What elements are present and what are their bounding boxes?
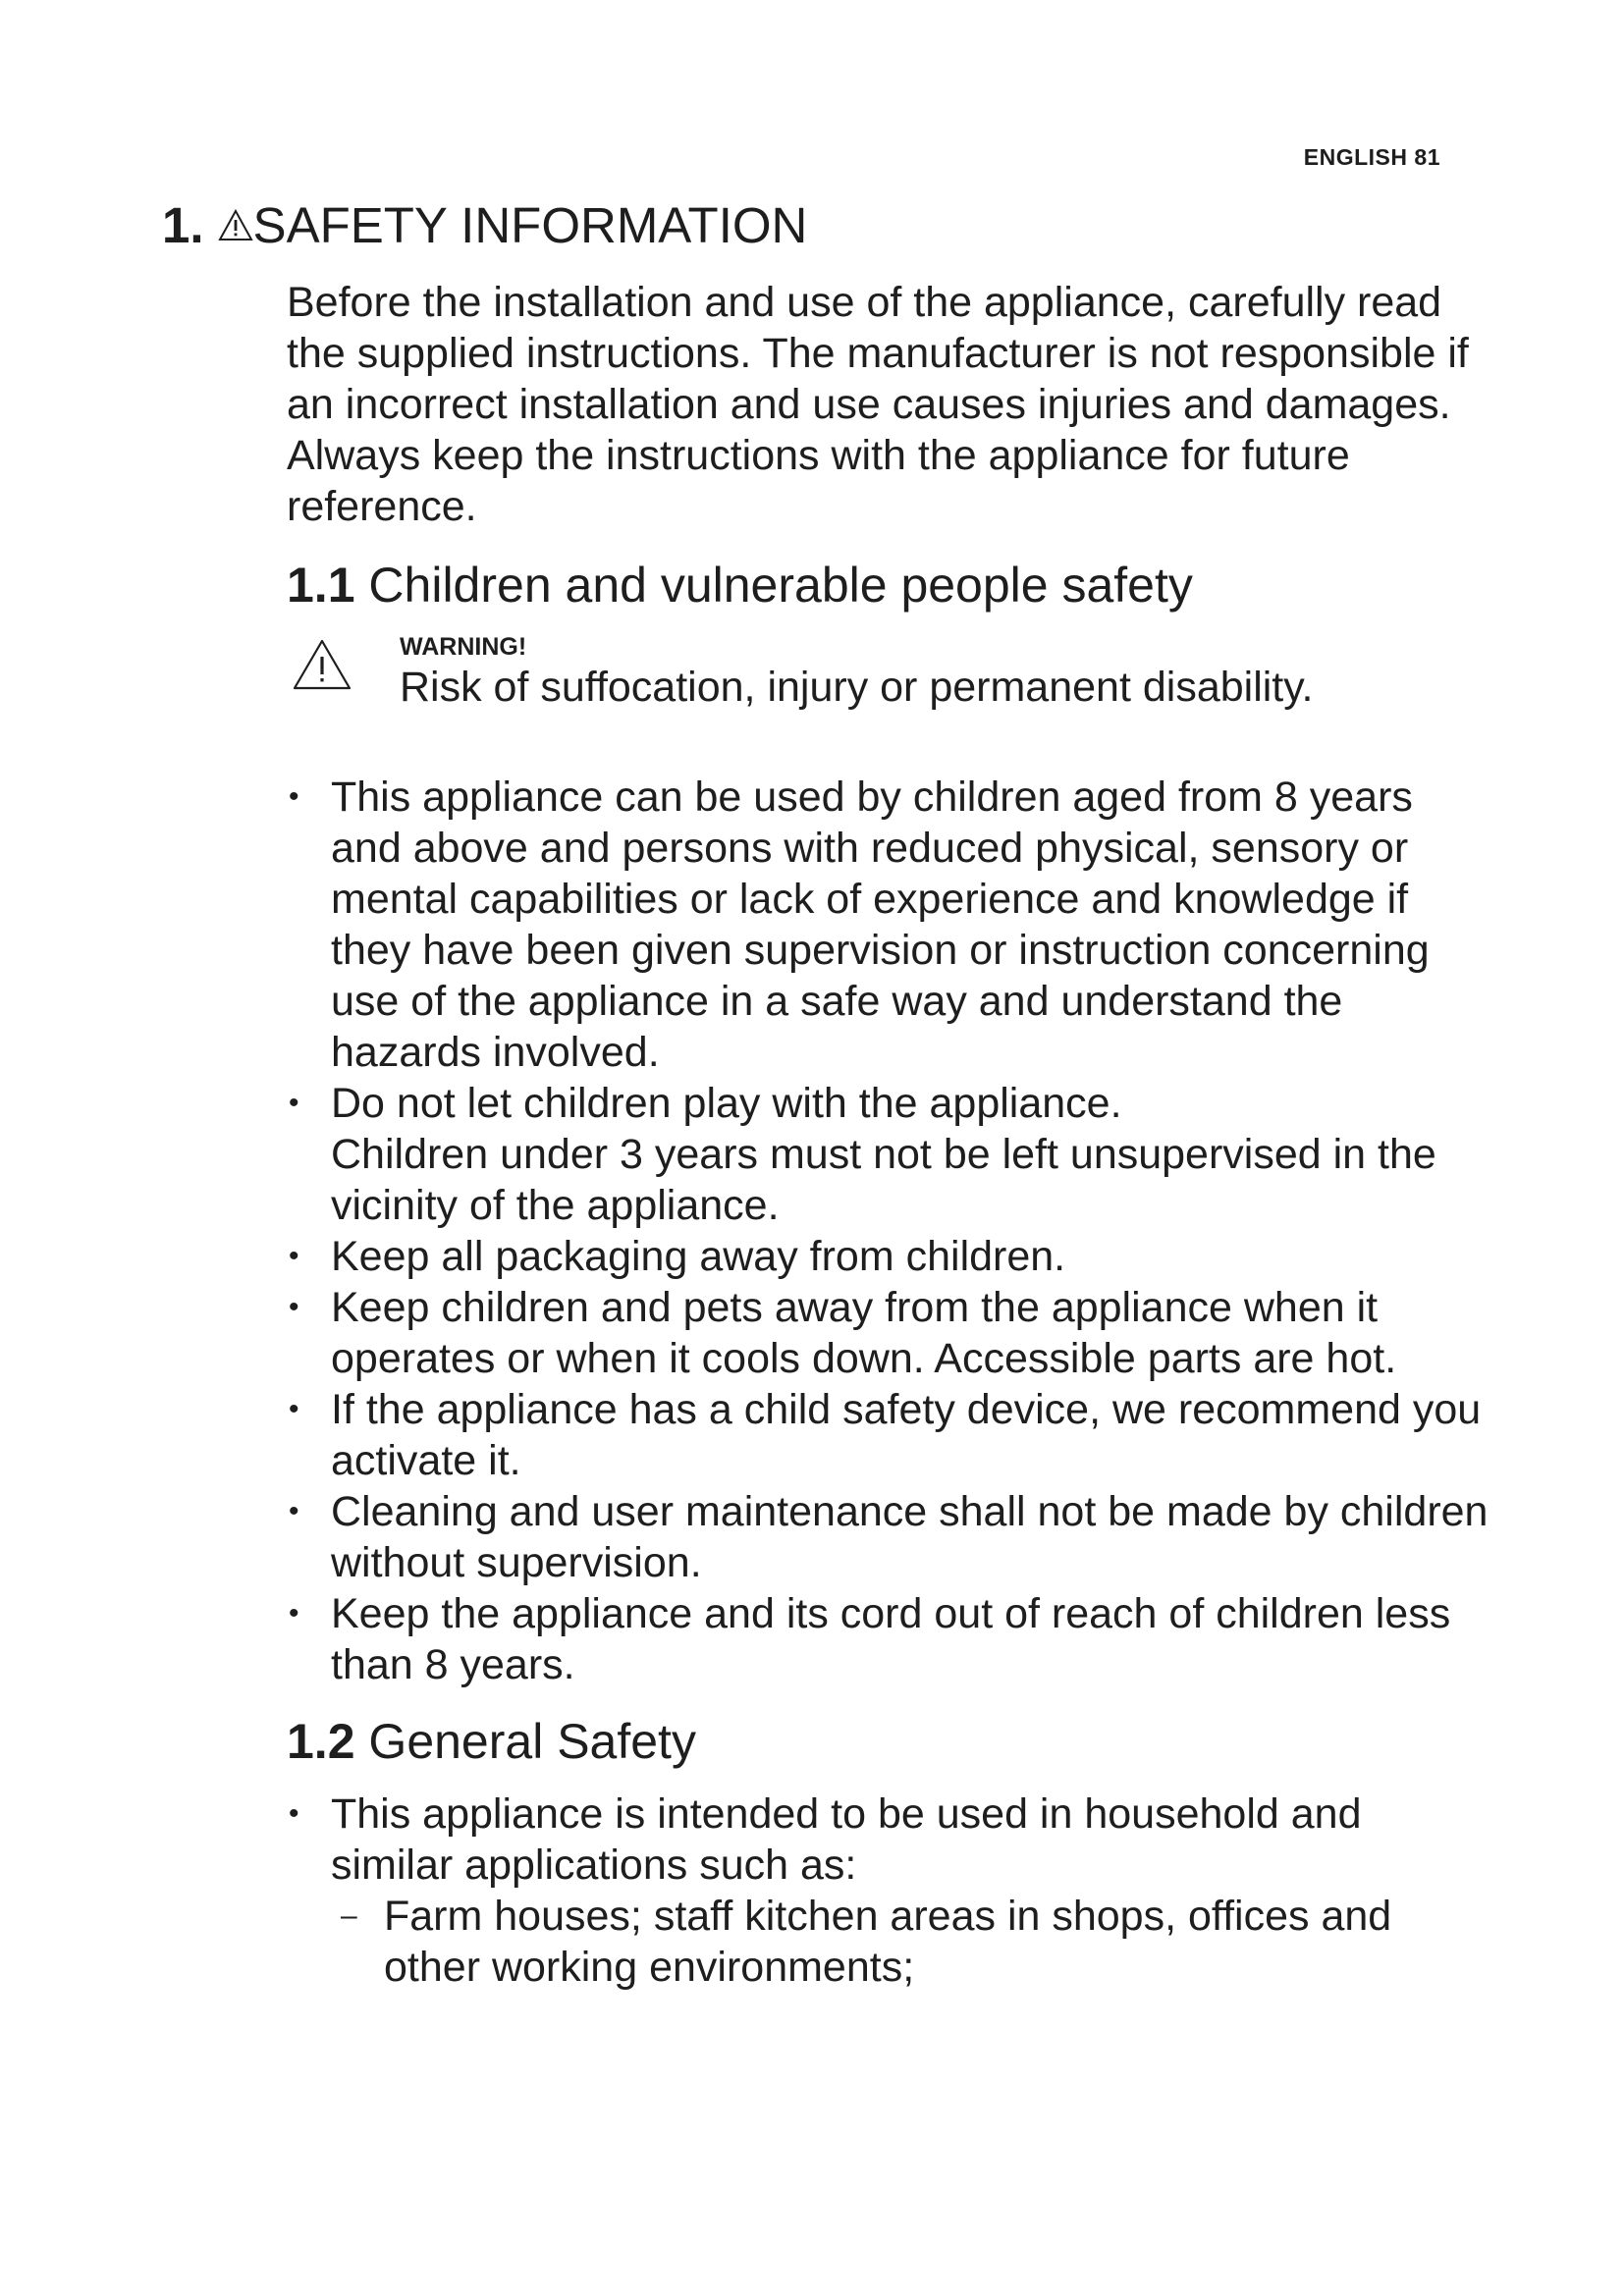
list-item bbox=[287, 1486, 1494, 1588]
list-item-text: This appliance can be used by children aged from 8 years and above and persons with reduced physical, sensory or mental capabilities or lack of experience and knowledge if they have been given supervision or instruction concerning use of the appliance in a safe way and understand the hazards involved. bbox=[331, 774, 1430, 1076]
list-item-text: If the appliance has a child safety device, we recommend you activate it. bbox=[331, 1386, 1482, 1484]
sub-list-item-text: Farm houses; staff kitchen areas in shops, offices and other working environments; bbox=[384, 1893, 1392, 1991]
list-item bbox=[287, 1231, 1494, 1282]
list-item-text: Keep the appliance and its cord out of reach of children less than 8 years. bbox=[331, 1590, 1451, 1688]
bullet-mark: • bbox=[289, 780, 299, 813]
list-item-continuation: Children under 3 years must not be left unsupervised in the vicinity of the appliance. bbox=[331, 1131, 1436, 1229]
chapter-title bbox=[162, 196, 807, 255]
sub-list-item bbox=[331, 1891, 1494, 1993]
bullet-mark: • bbox=[289, 1797, 299, 1830]
chapter-title-text: SAFETY INFORMATION bbox=[252, 197, 808, 253]
intro-paragraph: Before the installation and use of the appliance, carefully read the supplied instructions. The manufacturer is not responsible if an incorrect installation and use causes injuries and damages. Always keep the instructions with the appliance for future reference. bbox=[287, 279, 1469, 530]
warning-callout bbox=[287, 632, 1494, 750]
section-number: 1.2 bbox=[287, 1714, 355, 1769]
warning-body bbox=[400, 632, 1494, 713]
list-item bbox=[287, 1282, 1494, 1384]
chapter-number: 1. bbox=[162, 197, 204, 253]
general-safety-list bbox=[287, 1789, 1494, 1993]
section-number: 1.1 bbox=[287, 558, 355, 613]
list-item bbox=[287, 1588, 1494, 1690]
list-item-text: This appliance is intended to be used in household and similar applications such as: bbox=[331, 1790, 1362, 1889]
list-item bbox=[287, 1789, 1494, 1993]
section-1-1-heading bbox=[287, 556, 1494, 614]
list-item-text: Keep children and pets away from the appliance when it operates or when it cools down. Accessible parts are hot. bbox=[331, 1284, 1397, 1382]
warning-triangle-icon bbox=[292, 638, 352, 691]
list-item bbox=[287, 772, 1494, 1078]
bullet-mark: • bbox=[289, 1393, 299, 1425]
section-title-text: General Safety bbox=[368, 1714, 696, 1769]
section-1-2-heading bbox=[287, 1712, 1494, 1771]
list-item-text: Keep all packaging away from children. bbox=[331, 1233, 1066, 1280]
list-item bbox=[287, 1078, 1494, 1231]
children-safety-list bbox=[287, 772, 1494, 1690]
bullet-mark: • bbox=[289, 1291, 299, 1323]
bullet-mark: • bbox=[289, 1597, 299, 1629]
bullet-mark: • bbox=[289, 1240, 299, 1272]
section-title-text: Children and vulnerable people safety bbox=[368, 558, 1193, 613]
bullet-mark: • bbox=[289, 1087, 299, 1119]
warning-triangle-icon bbox=[218, 208, 253, 243]
warning-label: WARNING! bbox=[400, 633, 527, 661]
document-body bbox=[287, 277, 1494, 2014]
list-item-text: Do not let children play with the appliance. bbox=[331, 1080, 1122, 1127]
dash-mark: – bbox=[341, 1899, 357, 1932]
list-item bbox=[287, 1384, 1494, 1486]
page-header: ENGLISH 81 bbox=[1303, 144, 1440, 170]
bullet-mark: • bbox=[289, 1495, 299, 1527]
sub-list bbox=[331, 1891, 1494, 1993]
warning-text: Risk of suffocation, injury or permanent disability. bbox=[400, 664, 1314, 711]
list-item-text: Cleaning and user maintenance shall not be made by children without supervision. bbox=[331, 1488, 1489, 1586]
